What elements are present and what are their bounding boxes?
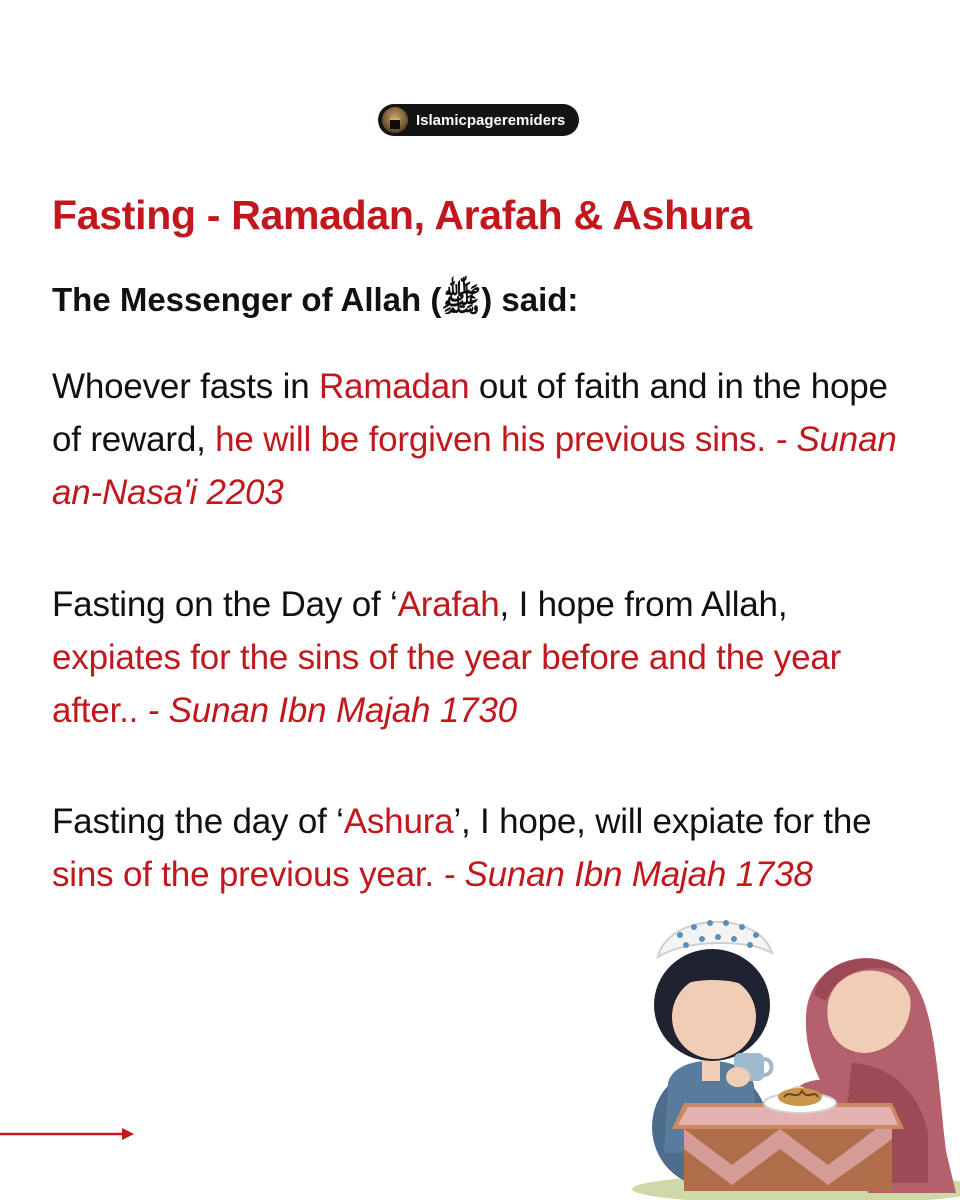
hadith-keyword: Ramadan xyxy=(318,367,470,406)
hadith-highlight: he will be forgiven his previous sins. xyxy=(215,420,766,459)
hadith-ramadan xyxy=(52,360,912,519)
hadith-arafah xyxy=(52,578,912,737)
hadith-text: , I hope from Allah, xyxy=(499,585,788,624)
hadith-keyword: Ashura xyxy=(343,802,454,841)
table xyxy=(672,1088,904,1191)
hadith-text: Fasting on the Day of ‘ xyxy=(52,585,398,624)
hadith-text: Fasting the day of ‘ xyxy=(52,802,344,841)
right-arrow-icon[interactable] xyxy=(0,1126,136,1142)
account-handle: Islamicpageremiders xyxy=(416,111,566,129)
kaaba-avatar-icon xyxy=(382,107,408,133)
hadith-highlight: sins of the previous year. xyxy=(52,855,434,894)
account-badge[interactable] xyxy=(378,104,579,136)
hadith-text: Whoever fasts in xyxy=(52,367,319,406)
hadith-text: ’, I hope, will expiate for the xyxy=(453,802,872,841)
hadith-text: out of faith and in the hope of reward, xyxy=(52,367,888,459)
hadith-highlight: expiates for the sins of the year before and the year after.. xyxy=(52,638,842,730)
hadith-reference: - Sunan Ibn Majah 1730 xyxy=(138,691,517,730)
hadith-keyword: Arafah xyxy=(397,585,500,624)
hadith-reference: - Sunan Ibn Majah 1738 xyxy=(433,855,813,894)
hadith-ashura xyxy=(52,795,912,901)
iftar-illustration xyxy=(628,893,960,1200)
hadith-reference: - Sunan an-Nasa'i 2203 xyxy=(52,420,897,512)
page-title: Fasting - Ramadan, Arafah & Ashura xyxy=(52,192,752,238)
page-subtitle: The Messenger of Allah (ﷺ) said: xyxy=(52,281,579,318)
